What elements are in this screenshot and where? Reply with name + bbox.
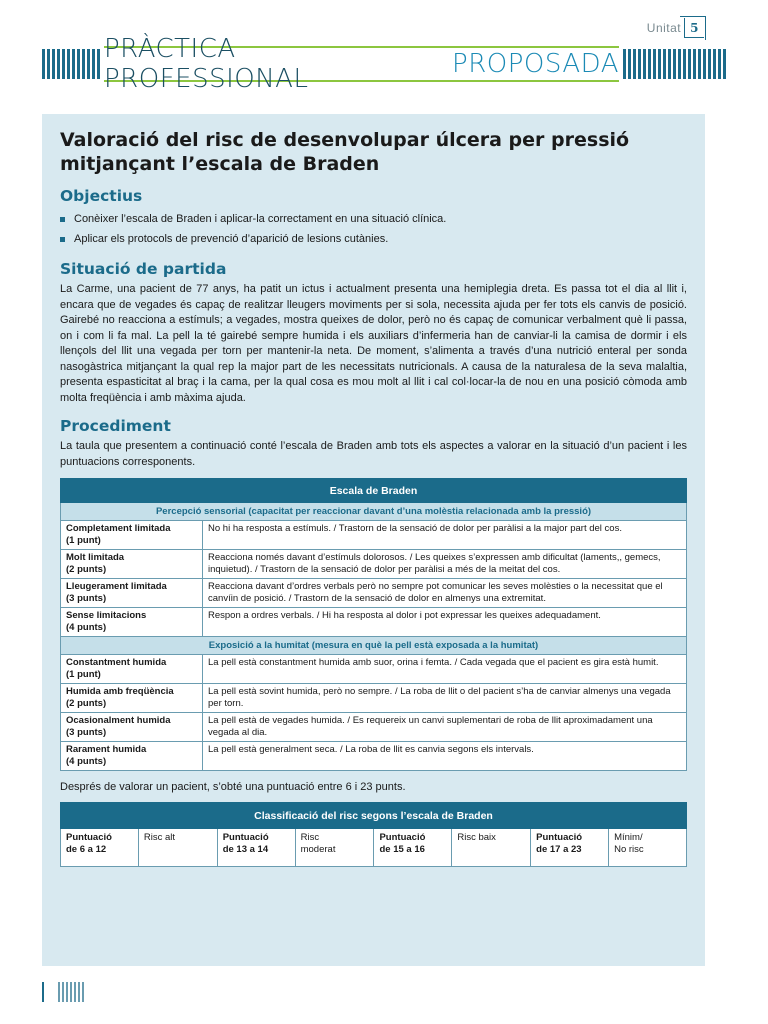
table-row (61, 550, 687, 579)
row-description: Reacciona només davant d’estímuls dolorosos. / Les queixes s’expressen amb dificultat (laments,, gemecs, inquietud). / Trastorn de la sensació de dolor per paràlisi a més de la meitat del cos. (203, 550, 687, 579)
braden-table-title: Escala de Braden (61, 479, 687, 503)
row-description: La pell està constantment humida amb suor, orina i femta. / Cada vegada que el pacient es gira està humit. (203, 655, 687, 684)
risk-level: Mínim/ No risc (609, 829, 687, 867)
risk-range: Puntuació de 13 a 14 (217, 829, 295, 867)
section-title (104, 34, 619, 94)
procedure-text: La taula que presentem a continuació conté l’escala de Braden amb tots els aspectes a valorar en la situació d’un pacient i les puntuacions corresponents. (60, 440, 687, 468)
row-description: No hi ha resposta a estímuls. / Trastorn de la sensació de dolor per paràlisi a la major part del cos. (203, 521, 687, 550)
table-row (61, 829, 687, 867)
row-name: Rarament humida (66, 744, 147, 755)
row-points: (4 punts) (66, 622, 107, 633)
table-row (61, 579, 687, 608)
situation-heading: Situació de partida (60, 260, 227, 278)
unit-indicator (647, 18, 704, 38)
objectives-heading: Objectius (60, 187, 143, 205)
procedure-heading: Procediment (60, 417, 171, 435)
objectives-list (60, 209, 687, 249)
table-row (61, 742, 687, 771)
row-points: (2 punts) (66, 698, 107, 709)
row-description: La pell està sovint humida, però no sempre. / La roba de llit o del pacient s’ha de canviar almenys una vegada per torn. (203, 684, 687, 713)
row-name: Ocasionalment humida (66, 715, 171, 726)
unit-number: 5 (684, 18, 704, 38)
footer-decorative-bars (58, 982, 84, 1002)
row-name: Sense limitacions (66, 610, 147, 621)
braden-section-heading: Percepció sensorial (capacitat per reaccionar davant d’una molèstia relacionada amb la pressió) (61, 503, 687, 521)
table-row (61, 521, 687, 550)
row-name: Constantment humida (66, 657, 167, 668)
footer-bar-icon (42, 982, 44, 1002)
row-points: (3 punts) (66, 593, 107, 604)
score-range-text: Després de valorar un pacient, s’obté una puntuació entre 6 i 23 punts. (60, 781, 406, 793)
row-name: Humida amb freqüència (66, 686, 174, 697)
table-row (61, 608, 687, 637)
objective-item: Conèixer l’escala de Braden i aplicar-la correctament en una situació clínica. (60, 209, 687, 229)
row-description: La pell està generalment seca. / La roba de llit es canvia segons els intervals. (203, 742, 687, 771)
page-footer (42, 982, 84, 1002)
table-row (61, 684, 687, 713)
section-title-highlight: PROPOSADA (452, 49, 619, 79)
risk-level: Risc alt (138, 829, 217, 867)
risk-range: Puntuació de 6 a 12 (61, 829, 139, 867)
risk-range: Puntuació de 17 a 23 (531, 829, 609, 867)
row-points: (2 punts) (66, 564, 107, 575)
braden-table (60, 478, 687, 771)
section-header (42, 34, 726, 94)
risk-range: Puntuació de 15 a 16 (374, 829, 452, 867)
row-points: (4 punts) (66, 756, 107, 767)
practice-panel (42, 114, 705, 966)
decorative-bars-left (42, 49, 100, 79)
table-row (61, 655, 687, 684)
situation-text: La Carme, una pacient de 77 anys, ha patit un ictus i actualment presenta una hemiplegia dreta. Es passa tot el dia al llit i, encara que de vegades és capaç de realitzar lleugers moviments per si sola, necessita ajuda per fer tots els canvis de posició. Gairebé no reacciona a estímuls; a vegades, mostra queixes de dolor, però no és capaç de comunicar verbalment què li passa, on i com li fa mal. La pell la té gairebé sempre humida i els auxiliars d’infermeria han de canviar-li la camisa de dormir i els llençols del llit una vegada per torn per mantenir-la neta. De moment, s’alimenta a través d’una nutrició enteral per sonda nasogàstrica mitjançant la qual rep la major part de les necessitats nutricionals. A causa de la naturalesa de la seva malaltia, presenta espasticitat al braç i la cama, per la qual cosa es mou molt al llit i cal col·locar-la de nou en una posició còmoda amb molta freqüència i amb màxima ajuda. (60, 283, 687, 404)
objective-item: Aplicar els protocols de prevenció d’aparició de lesions cutànies. (60, 229, 687, 249)
braden-section-heading: Exposició a la humitat (mesura en què la pell està exposada a la humitat) (61, 637, 687, 655)
row-description: Reacciona davant d’ordres verbals però no sempre pot comunicar les seves molèsties o la necessitat que el canvíin de posició. / Trastorn de la sensació de dolor en almenys una extremitat. (203, 579, 687, 608)
table-row (61, 713, 687, 742)
row-points: (3 punts) (66, 727, 107, 738)
row-points: (1 punt) (66, 669, 101, 680)
risk-table-title: Classificació del risc segons l’escala de Braden (61, 803, 687, 829)
row-name: Lleugerament limitada (66, 581, 167, 592)
decorative-bars-right (623, 49, 726, 79)
unit-label: Unitat (646, 21, 682, 35)
section-title-main: PRÀCTICA PROFESSIONAL (104, 34, 309, 94)
row-points: (1 punt) (66, 535, 101, 546)
risk-level: Risc baix (452, 829, 531, 867)
row-description: Respon a ordres verbals. / Hi ha resposta al dolor i pot expressar les queixes adequadament. (203, 608, 687, 637)
practice-title: Valoració del risc de desenvolupar úlcera per pressió mitjançant l’escala de Braden (60, 129, 630, 175)
row-name: Completament limitada (66, 523, 171, 534)
row-description: La pell està de vegades humida. / Es requereix un canvi suplementari de roba de llit aproximadament una vegada al dia. (203, 713, 687, 742)
risk-level: Risc moderat (295, 829, 374, 867)
row-name: Molt limitada (66, 552, 125, 563)
risk-table (60, 802, 687, 867)
